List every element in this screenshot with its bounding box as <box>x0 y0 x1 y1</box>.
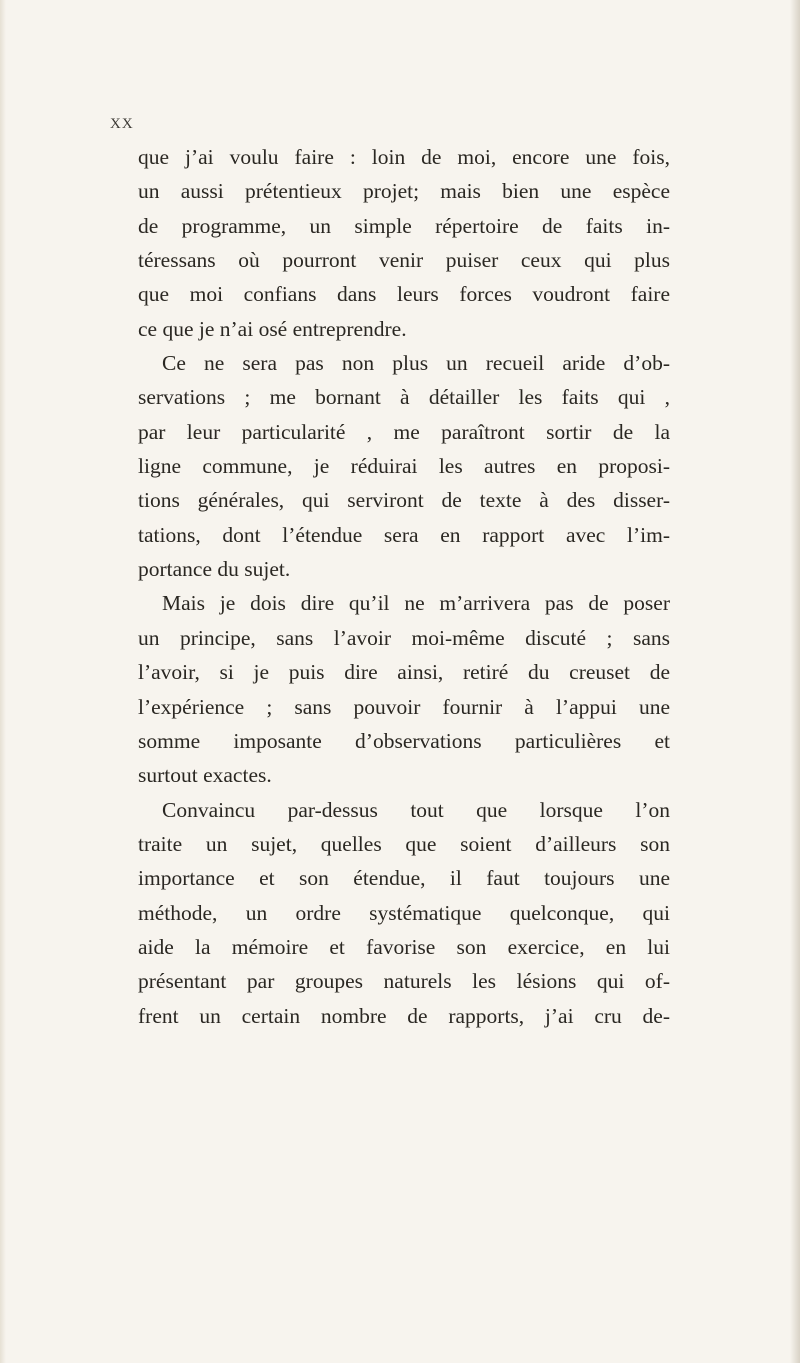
text-line: ce que je n’ai osé entreprendre. <box>138 316 407 341</box>
text-line: Convaincu par-dessus tout que lorsque l’on <box>162 797 670 822</box>
text-line: ligne commune, je réduirai les autres en proposi- <box>138 454 670 479</box>
page-number: XX <box>110 116 134 132</box>
text-line: traite un sujet, quelles que soient d’ailleurs son <box>138 831 670 856</box>
page-right-edge <box>790 0 800 1363</box>
text-line: Ce ne sera pas non plus un recueil aride d’ob- <box>162 351 670 376</box>
text-line: somme imposante d’observations particulières et <box>138 728 670 753</box>
text-line: l’avoir, si je puis dire ainsi, retiré du creuset de <box>138 660 670 685</box>
text-line: présentant par groupes naturels les lésions qui of- <box>138 969 670 994</box>
text-line: servations ; me bornant à détailler les faits qui , <box>138 385 670 410</box>
text-line: surtout exactes. <box>138 763 272 788</box>
body-text <box>138 140 670 1033</box>
text-line: que moi confians dans leurs forces voudront faire <box>138 282 670 307</box>
text-line: l’expérience ; sans pouvoir fournir à l’appui une <box>138 694 670 719</box>
text-line: de programme, un simple répertoire de faits in- <box>138 213 670 238</box>
text-line: que j’ai voulu faire : loin de moi, encore une fois, <box>138 145 670 169</box>
text-line: par leur particularité , me paraîtront sortir de la <box>138 419 670 444</box>
text-line: téressans où pourront venir puiser ceux qui plus <box>138 248 670 273</box>
text-line: méthode, un ordre systématique quelconque, qui <box>138 900 670 925</box>
text-line: aide la mémoire et favorise son exercice, en lui <box>138 934 670 959</box>
text-line: un aussi prétentieux projet; mais bien une espèce <box>138 179 670 204</box>
text-line: Mais je dois dire qu’il ne m’arrivera pas de poser <box>162 591 670 616</box>
text-line: importance et son étendue, il faut toujours une <box>138 866 670 891</box>
text-line: un principe, sans l’avoir moi-même discuté ; sans <box>138 625 670 650</box>
text-line: tations, dont l’étendue sera en rapport avec l’im- <box>138 522 670 547</box>
text-line: tions générales, qui serviront de texte à des disser- <box>138 488 670 513</box>
page-left-edge <box>0 0 6 1363</box>
text-line: frent un certain nombre de rapports, j’ai cru de- <box>138 1003 670 1028</box>
text-line: portance du sujet. <box>138 557 291 582</box>
